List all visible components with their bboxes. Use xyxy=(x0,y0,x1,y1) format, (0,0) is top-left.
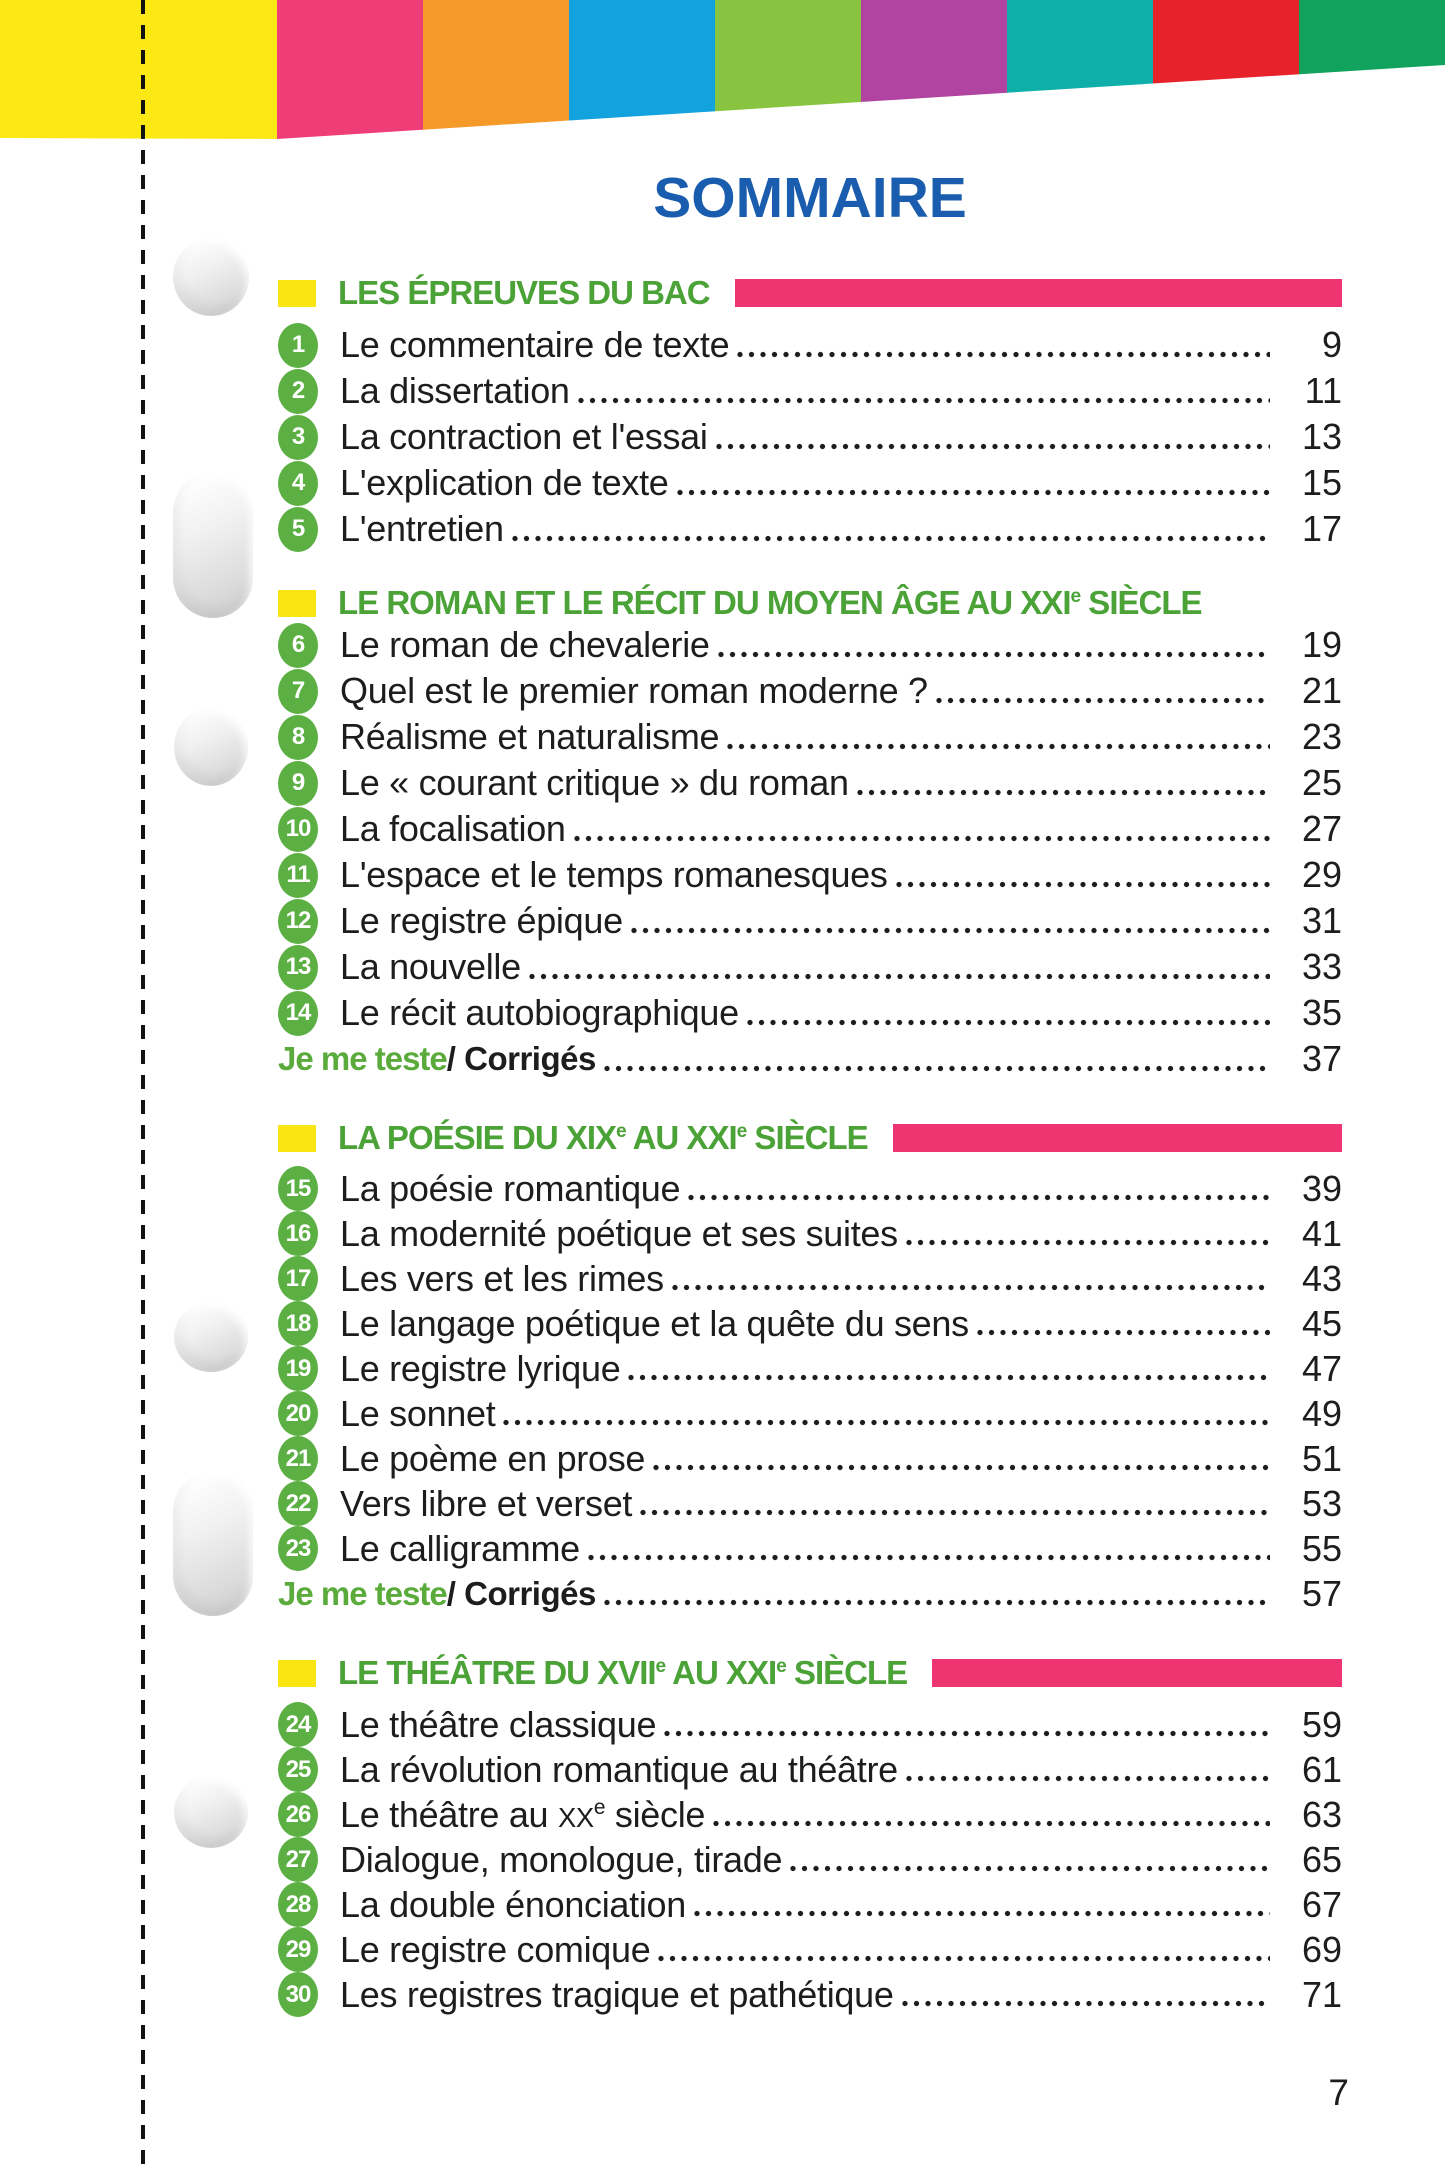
dotted-leader xyxy=(906,1774,1270,1783)
item-number-badge: 22 xyxy=(278,1481,318,1526)
band-stripe xyxy=(423,0,569,140)
item-number-badge: 11 xyxy=(278,853,318,898)
text-segment: e xyxy=(655,1656,666,1677)
text-segment: Le théâtre classique xyxy=(340,1703,657,1745)
toc-entry xyxy=(278,1927,1342,1972)
dotted-leader xyxy=(688,1193,1270,1202)
item-number-badge: 21 xyxy=(278,1436,318,1481)
item-number-badge: 6 xyxy=(278,623,318,668)
entry-page-number: 35 xyxy=(1301,992,1342,1033)
entry-page-number: 39 xyxy=(1301,1167,1342,1209)
dotted-leader xyxy=(672,1283,1270,1292)
toc-entry xyxy=(278,944,1342,990)
text-segment: La contraction et l'essai xyxy=(340,416,708,457)
text-segment: Les registres tragique et pathétique xyxy=(340,1973,894,2015)
entry-page-number: 11 xyxy=(1304,370,1342,411)
color-band xyxy=(0,0,1445,140)
page-title: SOMMAIRE xyxy=(653,166,967,230)
dotted-leader xyxy=(503,1418,1270,1427)
entry-label xyxy=(340,946,521,988)
entry-page-number: 37 xyxy=(1301,1038,1342,1079)
dotted-leader xyxy=(658,1954,1270,1963)
toc-entry xyxy=(278,898,1342,944)
je-me-teste-label: Je me teste xyxy=(278,1574,447,1612)
text-segment: Quel est le premier roman moderne ? xyxy=(340,670,928,711)
item-number-badge: 8 xyxy=(278,715,318,760)
dotted-leader xyxy=(578,396,1270,405)
item-number-badge: 10 xyxy=(278,807,318,852)
entry-label xyxy=(340,1213,898,1255)
toc-entry xyxy=(278,1882,1342,1927)
toc-entry xyxy=(278,1747,1342,1792)
text-segment: L'espace et le temps romanesques xyxy=(340,854,888,895)
band-stripe xyxy=(0,0,277,140)
entry-page-number: 51 xyxy=(1301,1437,1342,1479)
entry-page-number: 45 xyxy=(1301,1302,1342,1344)
text-segment: L'entretien xyxy=(340,508,504,549)
entry-page-number: 31 xyxy=(1301,900,1342,941)
text-segment: Le poème en prose xyxy=(340,1437,646,1479)
section-title xyxy=(338,586,1202,620)
toc-entry xyxy=(278,990,1342,1036)
entry-page-number: 23 xyxy=(1301,716,1342,757)
toc-entry xyxy=(278,668,1342,714)
je-me-teste-entry xyxy=(278,1036,1342,1082)
entry-label xyxy=(340,1929,650,1971)
section-heading xyxy=(278,1121,1342,1155)
item-number-badge: 24 xyxy=(278,1702,318,1747)
toc-entry xyxy=(278,368,1342,414)
band-stripe xyxy=(1007,0,1153,140)
entry-label xyxy=(340,1749,898,1791)
dotted-leader xyxy=(857,788,1270,797)
toc-entry xyxy=(278,414,1342,460)
entry-page-number: 65 xyxy=(1301,1838,1342,1880)
dotted-leader xyxy=(631,926,1270,935)
section-heading-bar xyxy=(932,1659,1342,1687)
dotted-leader xyxy=(727,742,1270,751)
dotted-leader xyxy=(902,1999,1270,2008)
entry-page-number: 53 xyxy=(1301,1482,1342,1524)
thumb-tab-blob xyxy=(174,708,248,786)
item-number-badge: 28 xyxy=(278,1882,318,1927)
toc-entry xyxy=(278,1166,1342,1211)
band-stripe xyxy=(1153,0,1299,140)
text-segment: XX xyxy=(557,1801,594,1833)
text-segment: Le calligramme xyxy=(340,1527,580,1569)
section-title xyxy=(338,1121,868,1155)
band-stripe xyxy=(1299,0,1445,140)
text-segment: LE ROMAN ET LE RÉCIT DU MOYEN ÂGE AU XXI xyxy=(338,584,1071,621)
item-number-badge: 23 xyxy=(278,1526,318,1571)
dotted-leader xyxy=(574,834,1270,843)
band-stripe xyxy=(861,0,1007,140)
entry-label xyxy=(340,1483,632,1525)
dashed-cut-line xyxy=(141,0,145,2167)
text-segment: LE THÉÂTRE DU XVII xyxy=(338,1654,656,1691)
item-number-badge: 1 xyxy=(278,323,318,368)
entry-label xyxy=(340,1393,495,1435)
dotted-leader xyxy=(588,1553,1270,1562)
section-heading xyxy=(278,586,1342,620)
entry-label xyxy=(340,1974,894,2016)
text-segment: LES ÉPREUVES DU BAC xyxy=(338,274,710,311)
dotted-leader xyxy=(747,1018,1270,1027)
text-segment: SIÈCLE xyxy=(746,1119,868,1156)
entry-page-number: 43 xyxy=(1301,1257,1342,1299)
text-segment: SIÈCLE xyxy=(1080,584,1202,621)
thumb-tab-blob xyxy=(173,1471,253,1616)
toc-entry xyxy=(278,1211,1342,1256)
entry-label xyxy=(340,762,849,804)
section-items xyxy=(278,1166,1342,1616)
entry-page-number: 19 xyxy=(1301,624,1342,665)
entry-page-number: 63 xyxy=(1301,1793,1342,1835)
entry-label xyxy=(340,1704,656,1746)
entry-label xyxy=(340,370,570,412)
text-segment: Le registre épique xyxy=(340,900,623,941)
item-number-badge: 5 xyxy=(278,507,318,552)
text-segment: La double énonciation xyxy=(340,1883,687,1925)
dotted-leader xyxy=(653,1463,1270,1472)
item-number-badge: 15 xyxy=(278,1166,318,1211)
text-segment: Le « courant critique » du roman xyxy=(340,762,849,803)
text-segment: Le registre comique xyxy=(340,1928,651,1970)
item-number-badge: 16 xyxy=(278,1211,318,1256)
entry-label xyxy=(340,992,739,1034)
item-number-badge: 12 xyxy=(278,899,318,944)
entry-page-number: 21 xyxy=(1301,670,1342,711)
page-number: 7 xyxy=(1328,2072,1349,2113)
section-heading xyxy=(278,276,1342,310)
text-segment: Le langage poétique et la quête du sens xyxy=(340,1302,969,1344)
entry-label xyxy=(340,1794,705,1836)
entry-label xyxy=(340,808,566,850)
band-stripe xyxy=(715,0,861,140)
band-stripe xyxy=(277,0,423,140)
text-segment: Le récit autobiographique xyxy=(340,992,739,1033)
entry-label xyxy=(340,1258,664,1300)
entry-page-number: 69 xyxy=(1301,1928,1342,1970)
item-number-badge: 3 xyxy=(278,415,318,460)
toc-entry xyxy=(278,322,1342,368)
toc-entry xyxy=(278,1256,1342,1301)
dotted-leader xyxy=(640,1508,1270,1517)
text-segment: e xyxy=(616,1121,626,1142)
entry-page-number: 17 xyxy=(1301,508,1342,549)
section-title xyxy=(338,1656,907,1690)
text-segment: AU XXI xyxy=(625,1119,737,1156)
item-number-badge: 14 xyxy=(278,991,318,1036)
band-stripe xyxy=(569,0,715,140)
toc-entry xyxy=(278,1792,1342,1837)
section-items xyxy=(278,622,1342,1082)
item-number-badge: 27 xyxy=(278,1837,318,1882)
dotted-leader xyxy=(716,442,1270,451)
text-segment: e xyxy=(736,1121,747,1142)
dotted-leader xyxy=(936,696,1270,705)
text-segment: SIÈCLE xyxy=(785,1654,908,1691)
text-segment: La modernité poétique et ses suites xyxy=(340,1212,898,1254)
toc-entry xyxy=(278,1481,1342,1526)
entry-label xyxy=(340,1348,620,1390)
item-number-badge: 18 xyxy=(278,1301,318,1346)
entry-label xyxy=(340,900,623,942)
toc-entry xyxy=(278,760,1342,806)
text-segment: La révolution romantique au théâtre xyxy=(340,1748,898,1790)
entry-label xyxy=(340,716,719,758)
corriges-label: / Corrigés xyxy=(446,1574,596,1612)
dotted-leader xyxy=(906,1238,1270,1247)
item-number-badge: 29 xyxy=(278,1927,318,1972)
item-number-badge: 26 xyxy=(278,1792,318,1837)
toc-entry xyxy=(278,1526,1342,1571)
entry-label xyxy=(340,416,708,458)
item-number-badge: 20 xyxy=(278,1391,318,1436)
thumb-tab-blob xyxy=(173,472,253,618)
thumb-tab-blob xyxy=(174,1302,248,1372)
text-segment: AU XXI xyxy=(665,1654,777,1691)
item-number-badge: 4 xyxy=(278,461,318,506)
text-segment: La poésie romantique xyxy=(340,1167,681,1209)
section-heading-bar xyxy=(893,1124,1342,1152)
dotted-leader xyxy=(694,1909,1270,1918)
item-number-badge: 9 xyxy=(278,761,318,806)
dotted-leader xyxy=(790,1864,1270,1873)
section-title xyxy=(338,276,710,310)
entry-page-number: 49 xyxy=(1301,1392,1342,1434)
dotted-leader xyxy=(677,488,1271,497)
text-segment: L'explication de texte xyxy=(340,462,669,503)
text-segment: Le registre lyrique xyxy=(340,1347,621,1389)
dotted-leader xyxy=(664,1729,1270,1738)
dotted-leader xyxy=(529,972,1270,981)
toc-entry xyxy=(278,1436,1342,1481)
toc-entry xyxy=(278,806,1342,852)
text-segment: Le théâtre au xyxy=(340,1793,558,1835)
section-heading xyxy=(278,1656,1342,1690)
je-me-teste-label: Je me teste xyxy=(278,1040,447,1077)
item-number-badge: 25 xyxy=(278,1747,318,1792)
toc-entry xyxy=(278,1972,1342,2017)
text-segment: La focalisation xyxy=(340,808,566,849)
entry-page-number: 33 xyxy=(1301,946,1342,987)
entry-label xyxy=(340,624,710,666)
section-bullet-square-icon xyxy=(278,1125,316,1152)
toc-entry xyxy=(278,506,1342,552)
dotted-leader xyxy=(628,1373,1270,1382)
toc-entry xyxy=(278,1346,1342,1391)
section-heading-bar xyxy=(735,279,1342,307)
entry-page-number: 13 xyxy=(1301,416,1342,457)
entry-page-number: 59 xyxy=(1301,1703,1342,1745)
entry-label xyxy=(340,854,888,896)
toc-entry xyxy=(278,1301,1342,1346)
thumb-tab-blob xyxy=(174,1776,248,1848)
dotted-leader xyxy=(713,1819,1270,1828)
entry-label xyxy=(340,508,504,550)
item-number-badge: 19 xyxy=(278,1346,318,1391)
text-segment: Réalisme et naturalisme xyxy=(340,716,720,757)
item-number-badge: 13 xyxy=(278,945,318,990)
entry-label xyxy=(340,670,928,712)
text-segment: e xyxy=(776,1656,786,1677)
dotted-leader xyxy=(737,350,1270,359)
text-segment: LA POÉSIE DU XIX xyxy=(338,1119,617,1156)
item-number-badge: 30 xyxy=(278,1972,318,2017)
toc-entry xyxy=(278,1702,1342,1747)
toc-entry xyxy=(278,460,1342,506)
toc-entry xyxy=(278,714,1342,760)
toc-entry xyxy=(278,852,1342,898)
dotted-leader xyxy=(896,880,1270,889)
dotted-leader xyxy=(604,1598,1270,1607)
text-segment: Le commentaire de texte xyxy=(340,324,730,365)
dotted-leader xyxy=(512,534,1270,543)
toc-entry xyxy=(278,1391,1342,1436)
text-segment: Vers libre et verset xyxy=(340,1482,633,1524)
entry-page-number: 15 xyxy=(1301,462,1342,503)
section-items xyxy=(278,1702,1342,2017)
item-number-badge: 2 xyxy=(278,369,318,414)
entry-label xyxy=(340,1303,969,1345)
text-segment: La dissertation xyxy=(340,370,570,411)
dotted-leader xyxy=(977,1328,1270,1337)
text-segment: e xyxy=(1070,586,1081,607)
entry-label xyxy=(340,1168,680,1210)
section-bullet-square-icon xyxy=(278,590,316,617)
entry-page-number: 61 xyxy=(1301,1748,1342,1790)
entry-label xyxy=(340,324,729,366)
section-bullet-square-icon xyxy=(278,1660,316,1687)
entry-page-number: 71 xyxy=(1301,1973,1342,2015)
text-segment: Dialogue, monologue, tirade xyxy=(340,1838,783,1880)
text-segment: e xyxy=(593,1795,606,1819)
text-segment: siècle xyxy=(605,1793,706,1835)
entry-label xyxy=(340,1884,686,1926)
entry-label xyxy=(340,1438,645,1480)
dotted-leader xyxy=(604,1064,1270,1073)
entry-page-number: 9 xyxy=(1321,324,1342,365)
entry-page-number: 57 xyxy=(1301,1572,1342,1614)
dotted-leader xyxy=(718,650,1270,659)
entry-page-number: 47 xyxy=(1301,1347,1342,1389)
text-segment: Le sonnet xyxy=(340,1392,496,1434)
thumb-tab-blob xyxy=(173,238,249,316)
toc-entry xyxy=(278,622,1342,668)
entry-page-number: 25 xyxy=(1301,762,1342,803)
text-segment: Le roman de chevalerie xyxy=(340,624,710,665)
entry-page-number: 67 xyxy=(1301,1883,1342,1925)
corriges-label: / Corrigés xyxy=(446,1040,596,1077)
text-segment: La nouvelle xyxy=(340,946,521,987)
item-number-badge: 7 xyxy=(278,669,318,714)
entry-label xyxy=(340,462,669,504)
je-me-teste-entry xyxy=(278,1571,1342,1616)
entry-page-number: 27 xyxy=(1301,808,1342,849)
entry-label xyxy=(340,1528,580,1570)
entry-page-number: 41 xyxy=(1301,1212,1342,1254)
section-bullet-square-icon xyxy=(278,280,316,307)
entry-page-number: 55 xyxy=(1301,1527,1342,1569)
entry-label xyxy=(340,1839,782,1881)
section-items xyxy=(278,322,1342,552)
toc-entry xyxy=(278,1837,1342,1882)
item-number-badge: 17 xyxy=(278,1256,318,1301)
text-segment: Les vers et les rimes xyxy=(340,1257,664,1299)
entry-page-number: 29 xyxy=(1301,854,1342,895)
